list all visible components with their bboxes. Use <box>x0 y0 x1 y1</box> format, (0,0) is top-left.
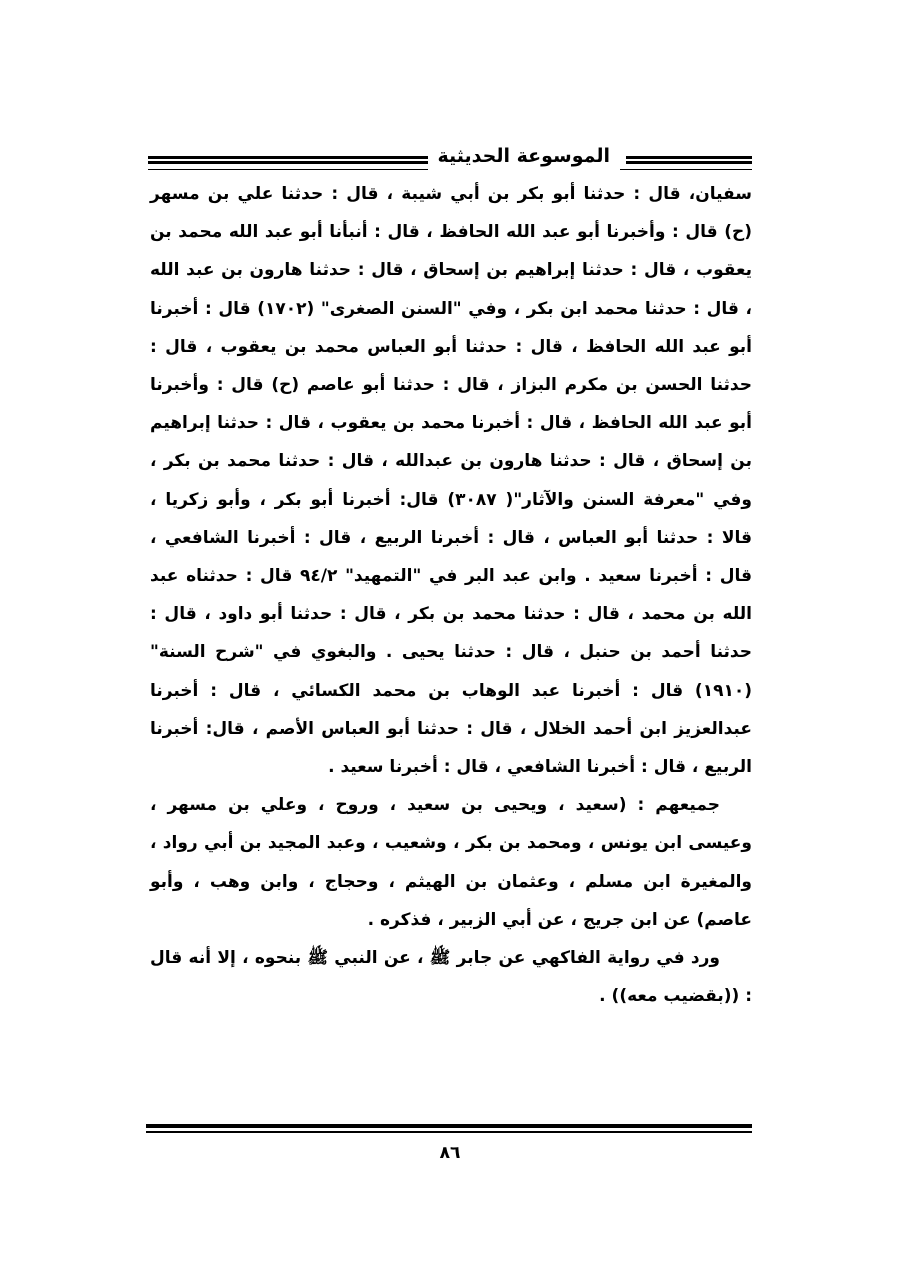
page-number: ٨٦ <box>439 1143 461 1163</box>
main-text <box>150 175 752 1015</box>
header-rule-right <box>626 156 752 164</box>
paragraph-collectors: جميعهم : (سعيد ، ويحيى بن سعيد ، وروح ، وعلي بن مسهر ، وعيسى ابن يونس ، ومحمد بن بكر ، وشعيب ، وعبد المجيد بن أبي رواد ، والمغيرة ابن مسلم ، وعثمان بن الهيثم ، وحجاج ، وابن وهب ، وأبو عاصم) عن ابن جريج ، عن أبي الزبير ، فذكره . <box>150 795 752 930</box>
running-title: الموسوعة الحديثية <box>428 142 621 170</box>
footer-rule <box>146 1124 752 1133</box>
page-header <box>148 138 752 178</box>
paragraph-variant: ورد في رواية الفاكهي عن جابر ﷺ ، عن النبي ﷺ بنحوه ، إلا أنه قال : ((بقضيب معه)) . <box>150 948 752 1007</box>
paragraph-isnad: سفيان، قال : حدثنا أبو بكر بن أبي شيبة ، قال : حدثنا علي بن مسهر (ح) قال : وأخبرنا أبو عبد الله الحافظ ، قال : أنبأنا أبو عبد الله محمد بن يعقوب ، قال : حدثنا إبراهيم بن إسحاق ، قال : حدثنا هارون بن عبد الله ، قال : حدثنا محمد ابن بكر ، وفي "السنن الصغرى" (١٧٠٢) قال : أخبرنا أبو عبد الله الحافظ ، قال : حدثنا أبو العباس محمد بن يعقوب ، قال : حدثنا الحسن بن مكرم البزاز ، قال : حدثنا أبو عاصم (ح) قال : وأخبرنا أبو عبد الله الحافظ ، قال : أخبرنا محمد بن يعقوب ، قال : حدثنا إبراهيم بن إسحاق ، قال : حدثنا هارون بن عبدالله ، قال : حدثنا محمد بن بكر ، وفي "معرفة السنن والآثار"( ٣٠٨٧) قال: أخبرنا أبو بكر ، وأبو زكريا ، قالا : حدثنا أبو العباس ، قال : أخبرنا الربيع ، قال : أخبرنا الشافعي ، قال : أخبرنا سعيد . وابن عبد البر في "التمهيد" ٩٤/٢ قال : حدثناه عبد الله بن محمد ، قال : حدثنا محمد بن بكر ، قال : حدثنا أبو داود ، قال : حدثنا أحمد بن حنبل ، قال : حدثنا يحيى . والبغوي في "شرح السنة" (١٩١٠) قال : أخبرنا عبد الوهاب بن محمد الكسائي ، قال : أخبرنا عبدالعزيز ابن أحمد الخلال ، قال : حدثنا أبو العباس الأصم ، قال: أخبرنا الربيع ، قال : أخبرنا الشافعي ، قال : أخبرنا سعيد . <box>150 184 753 778</box>
